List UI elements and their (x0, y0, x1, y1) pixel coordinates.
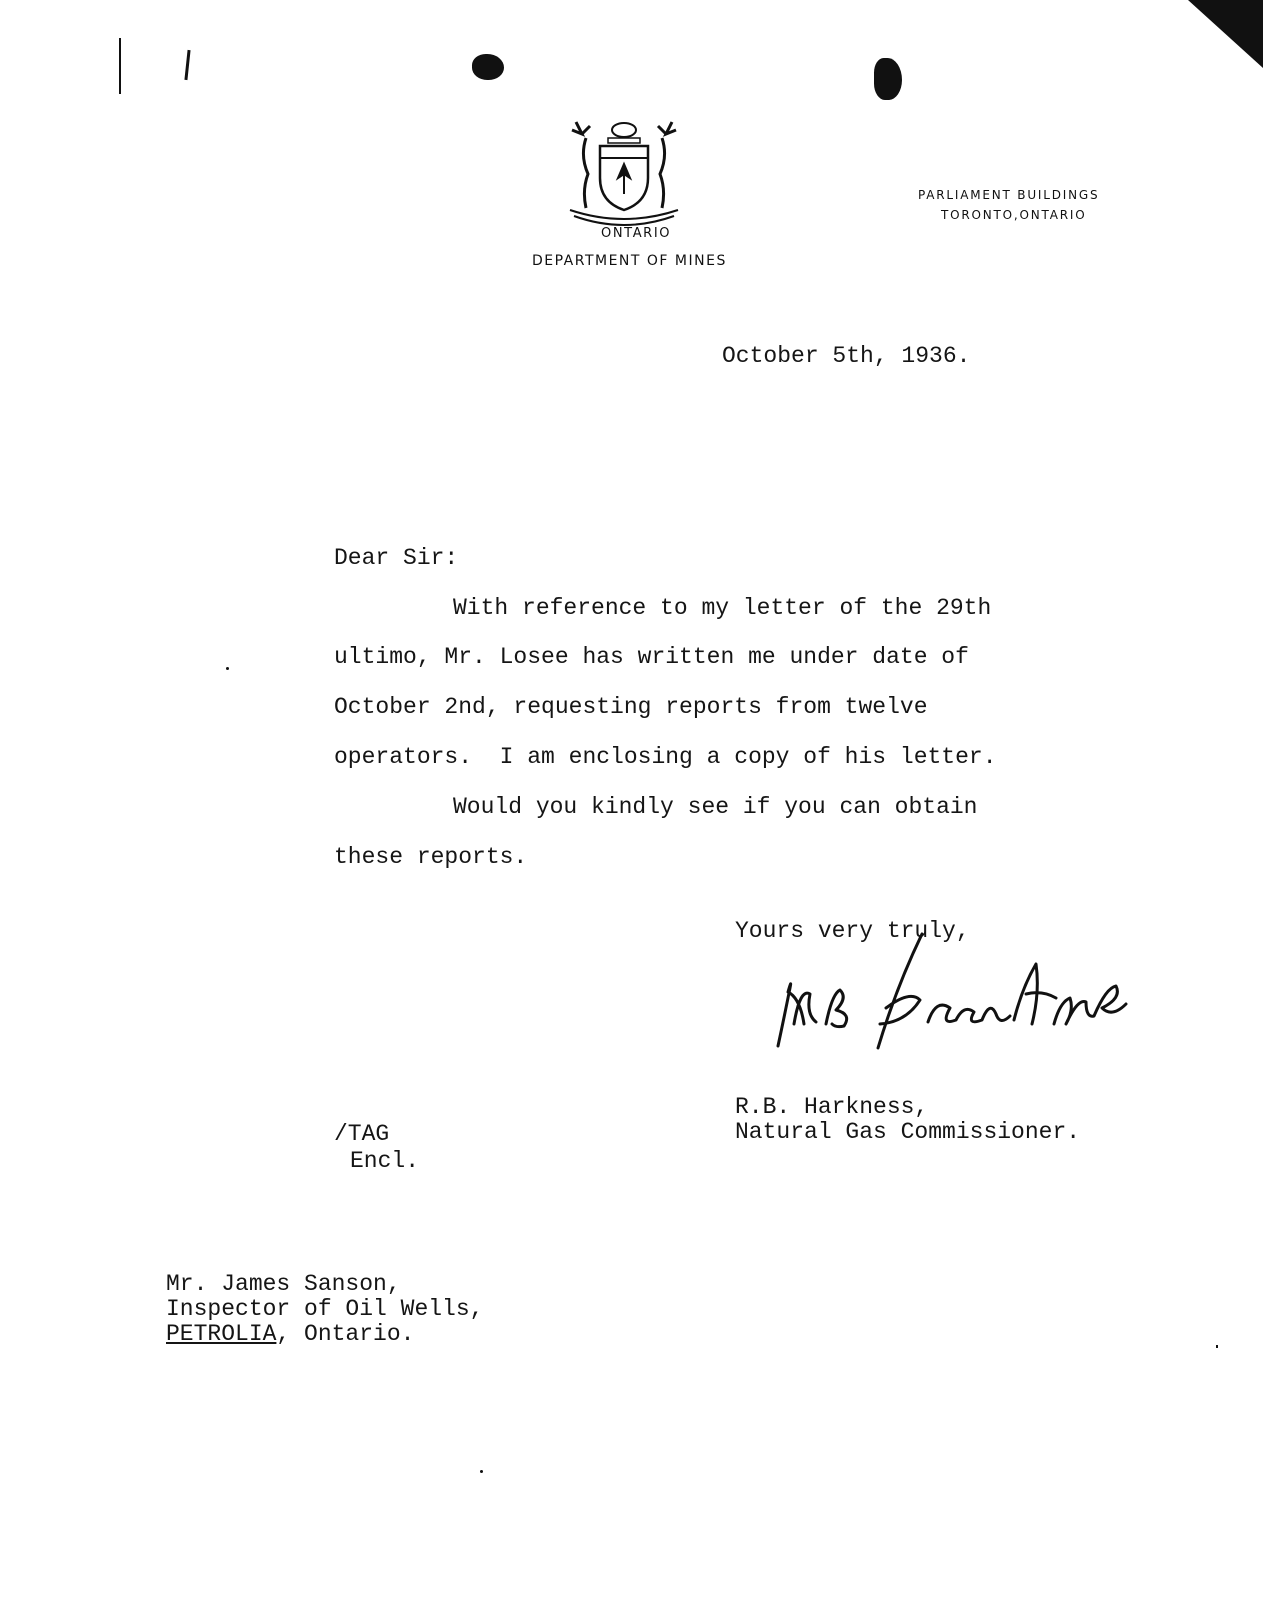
reference-initials: /TAG (334, 1121, 390, 1147)
scan-mark (184, 50, 190, 80)
scan-speck (480, 1470, 483, 1473)
recipient-city-line (166, 1323, 414, 1346)
scan-mark (119, 38, 121, 94)
body-line-1: With reference to my letter of the 29th (453, 595, 992, 621)
letterhead-department: DEPARTMENT OF MINES (532, 253, 727, 269)
recipient-city: PETROLIA (166, 1321, 277, 1347)
body-line-4: operators. I am enclosing a copy of his letter. (334, 744, 997, 770)
scan-blot (874, 58, 902, 100)
recipient-title: Inspector of Oil Wells, (166, 1296, 484, 1322)
enclosure-note: Encl. (350, 1148, 420, 1174)
recipient-province: , Ontario. (276, 1321, 415, 1347)
letterhead-address-line1: PARLIAMENT BUILDINGS (918, 188, 1100, 202)
signer-title: Natural Gas Commissioner. (735, 1119, 1081, 1145)
letter-date: October 5th, 1936. (722, 343, 971, 369)
letterhead-address-line2: TORONTO,ONTARIO (941, 208, 1087, 222)
ontario-coat-of-arms-icon (566, 116, 682, 228)
closing: Yours very truly, (735, 918, 970, 944)
scan-corner (1180, 0, 1263, 70)
scan-speck (1216, 1345, 1218, 1348)
scan-blot (472, 54, 504, 80)
scan-speck (226, 667, 229, 670)
body-line-3: October 2nd, requesting reports from twelve (334, 694, 928, 720)
body-line-6: these reports. (334, 844, 528, 870)
body-line-2: ultimo, Mr. Losee has written me under date of (334, 644, 969, 670)
body-line-5: Would you kindly see if you can obtain (453, 794, 978, 820)
letterhead-province: ONTARIO (601, 226, 672, 241)
signer-name: R.B. Harkness, (735, 1094, 929, 1120)
handwritten-signature (760, 928, 1130, 1053)
recipient-name: Mr. James Sanson, (166, 1271, 401, 1297)
salutation: Dear Sir: (334, 545, 459, 571)
